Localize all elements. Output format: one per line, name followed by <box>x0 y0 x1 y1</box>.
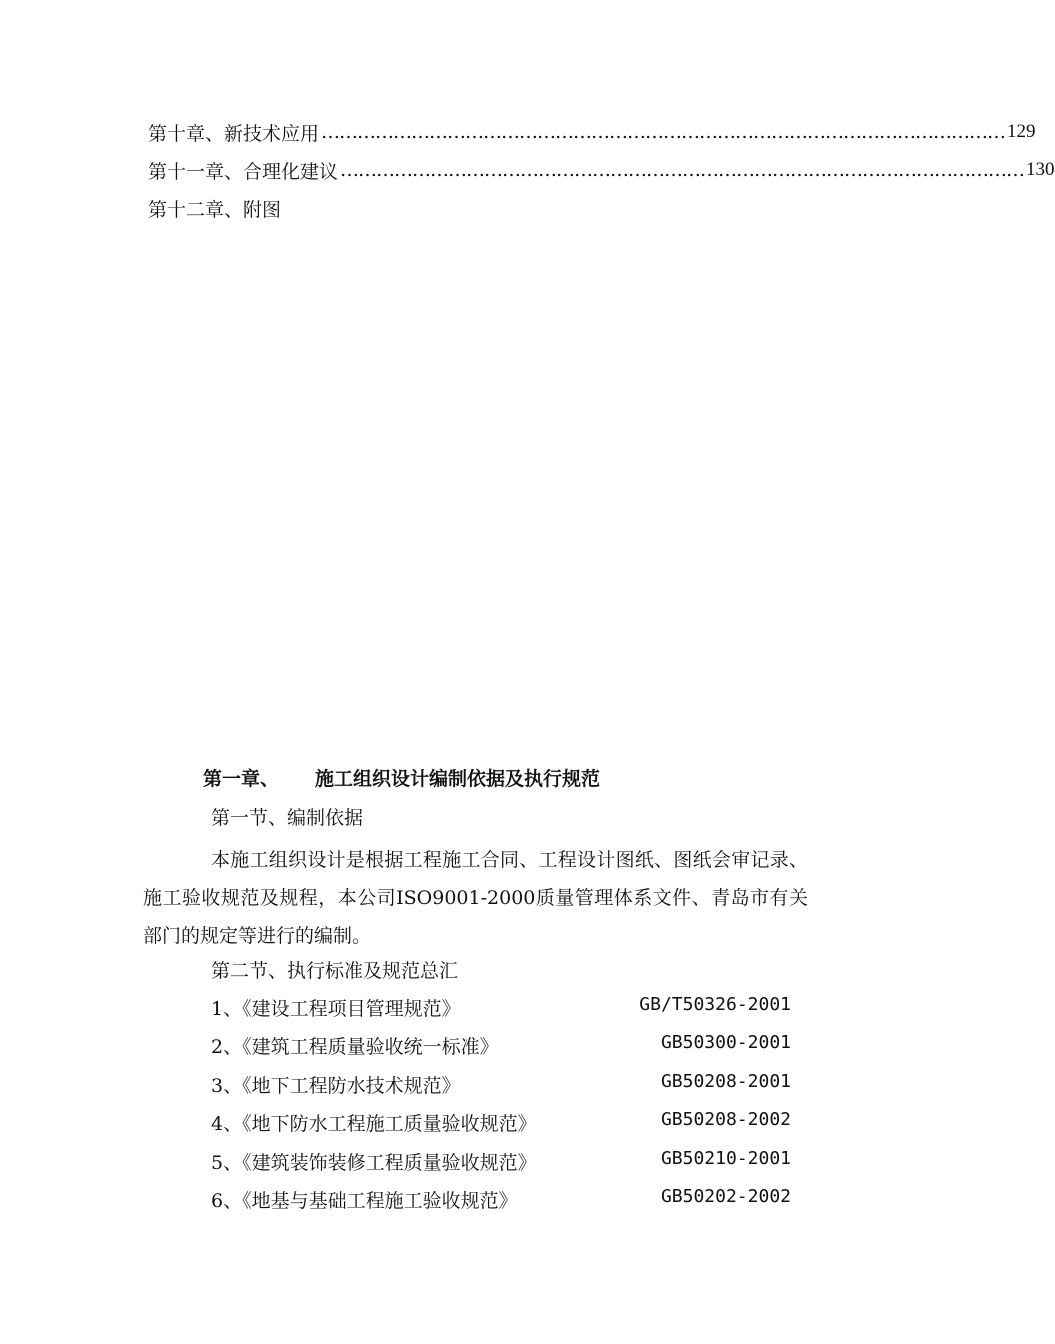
standard-name: 6、《地基与基础工程施工验收规范》 <box>211 1190 518 1212</box>
standard-list-item <box>211 1148 791 1178</box>
standard-name: 3、《地下工程防水技术规范》 <box>211 1075 461 1097</box>
standard-list-item <box>211 994 791 1024</box>
toc-entry-page: 129 <box>1007 121 1036 142</box>
toc-entry-title: 第十一章、合理化建议 <box>148 160 339 183</box>
standard-code: GB/T50326-2001 <box>639 994 791 1015</box>
standard-list-item <box>211 1032 791 1062</box>
standard-name: 1、《建设工程项目管理规范》 <box>211 998 461 1020</box>
chapter-title: 施工组织设计编制依据及执行规范 <box>315 768 601 790</box>
table-of-contents <box>148 113 1055 227</box>
standard-code: GB50202-2002 <box>660 1186 791 1207</box>
toc-entry-title: 第十章、新技术应用 <box>148 122 320 145</box>
standard-list-item <box>211 1186 791 1216</box>
toc-leader-dots: …………………………………………………………………………………………………… <box>340 159 1025 181</box>
standard-list-item <box>211 1109 791 1139</box>
chapter-number: 第一章、 <box>203 768 280 790</box>
toc-leader-dots: …………………………………………………………………………………………………… <box>321 121 1006 143</box>
toc-entry-title: 第十二章、附图 <box>148 198 282 221</box>
standard-name: 2、《建筑工程质量验收统一标准》 <box>211 1036 499 1058</box>
standard-code: GB50208-2001 <box>660 1071 791 1092</box>
toc-entry[interactable] <box>148 113 1036 151</box>
standard-name: 5、《建筑装饰装修工程质量验收规范》 <box>211 1152 537 1174</box>
section-heading: 第一节、编制依据 <box>211 807 364 829</box>
toc-entry[interactable] <box>148 189 806 227</box>
section-body-paragraph: 本施工组织设计是根据工程施工合同、工程设计图纸、图纸会审记录、施工验收规范及规程，本公司ISO9001-2000质量管理体系文件、青岛市有关部门的规定等进行的编制。 <box>143 849 808 947</box>
standard-code: GB50210-2001 <box>660 1148 791 1169</box>
toc-entry[interactable] <box>148 151 1055 189</box>
standard-code: GB50300-2001 <box>660 1032 791 1053</box>
chapter-heading <box>203 764 600 791</box>
standard-list-item <box>211 1071 791 1101</box>
standard-name: 4、《地下防水工程施工质量验收规范》 <box>211 1113 537 1135</box>
toc-entry-page: 130 <box>1026 159 1055 180</box>
standard-code: GB50208-2002 <box>660 1109 791 1130</box>
section-heading: 第二节、执行标准及规范总汇 <box>211 960 459 982</box>
